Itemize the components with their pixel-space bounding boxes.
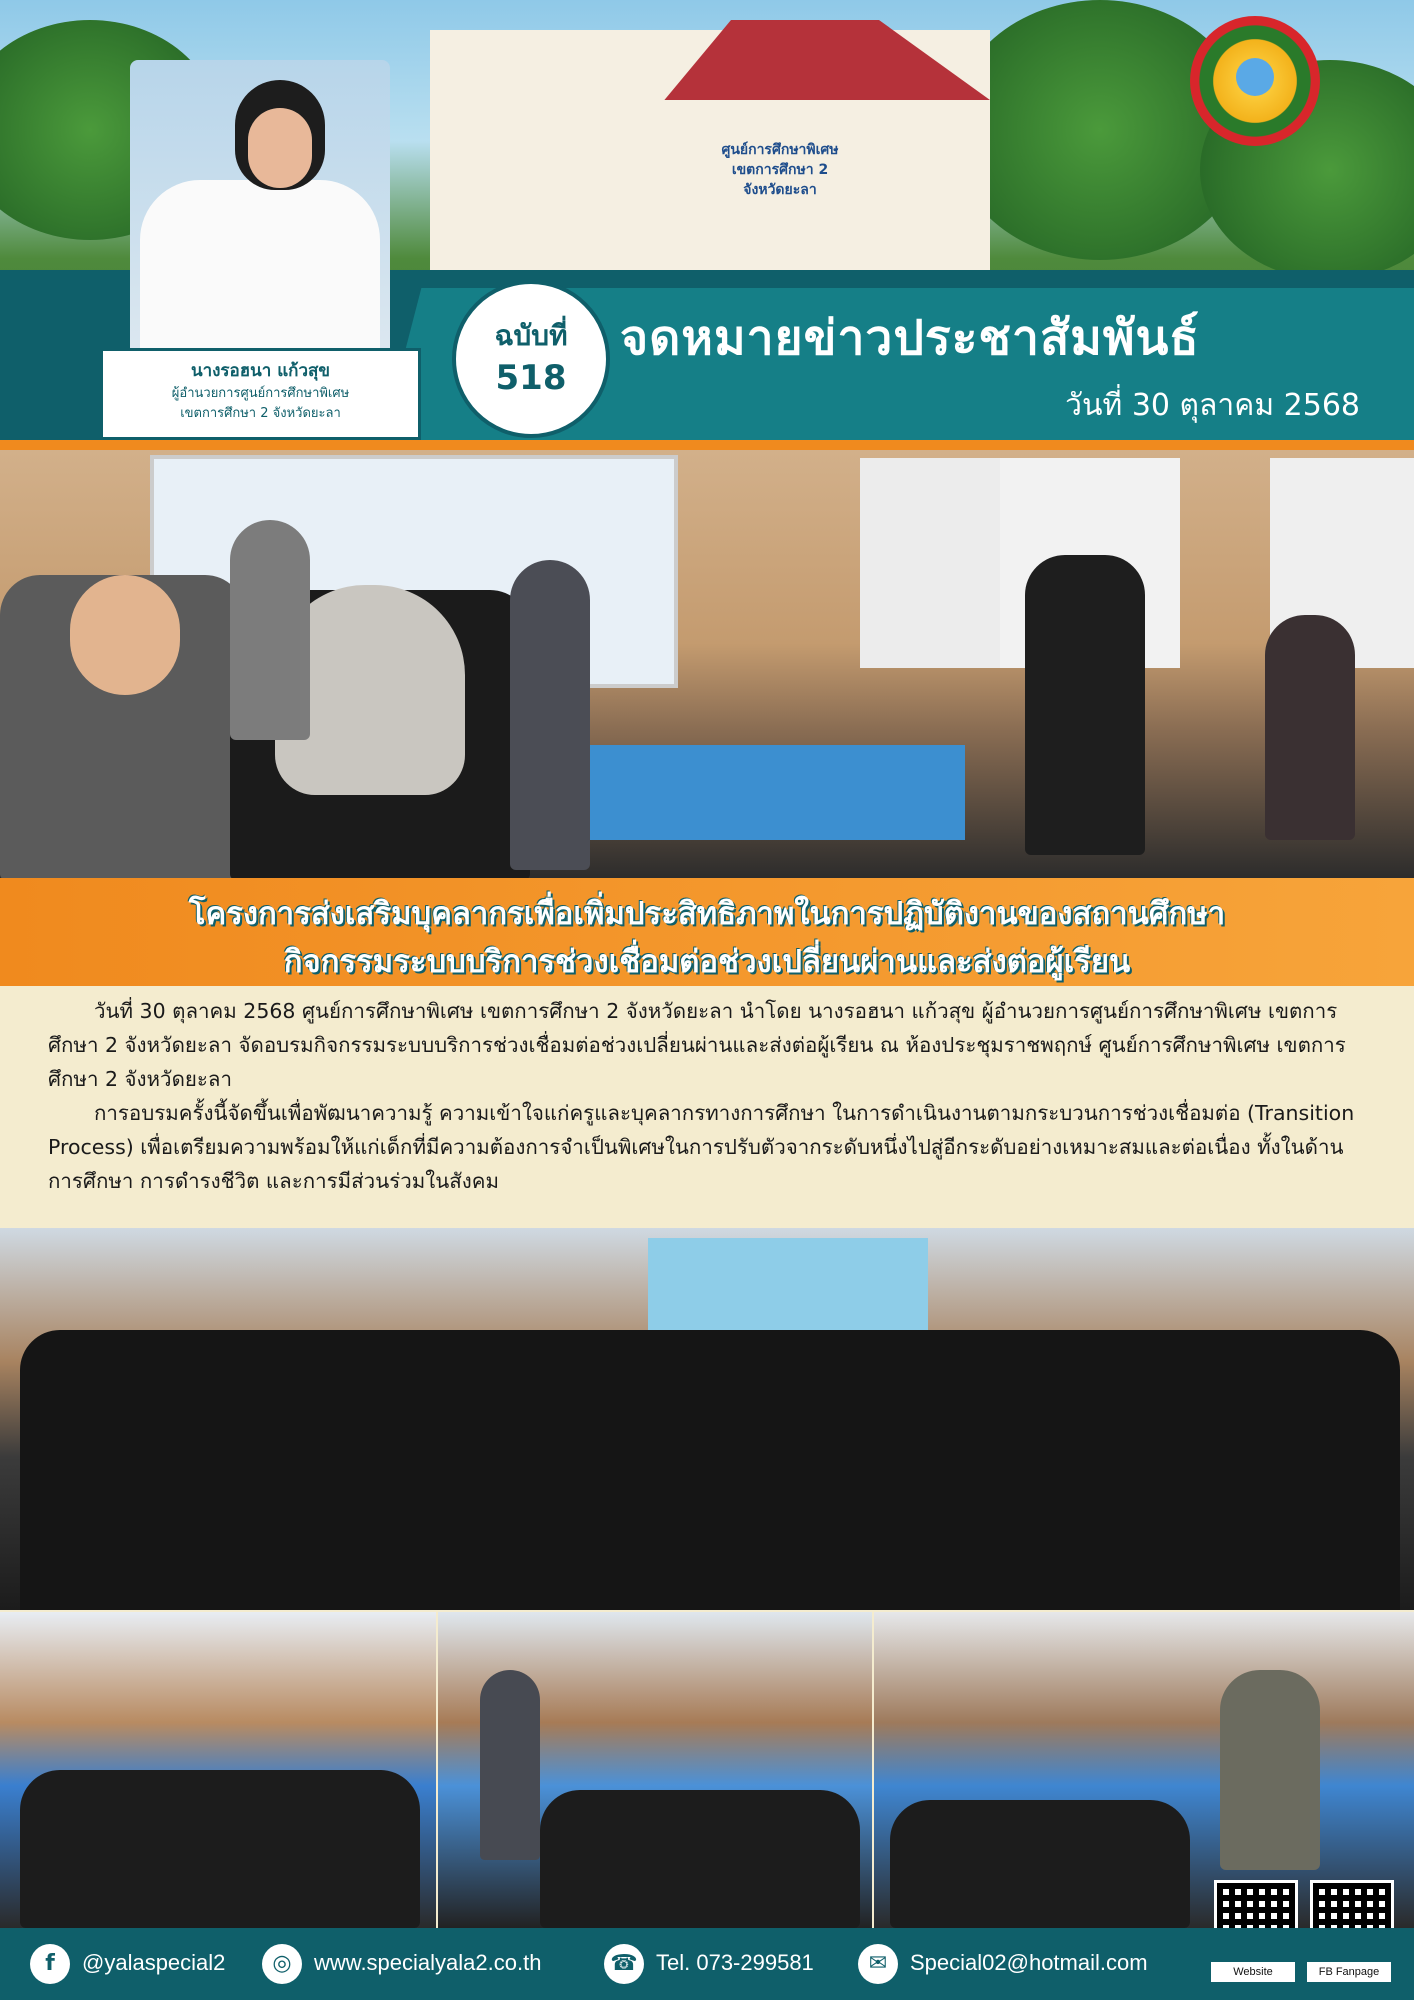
curtain: [860, 458, 1000, 668]
globe-icon[interactable]: ◎: [262, 1944, 302, 1984]
newsletter-date: วันที่ 30 ตุลาคม 2568: [1065, 388, 1360, 423]
speaker-man: [1220, 1670, 1320, 1870]
person-standing-right: [1265, 615, 1355, 840]
director-face: [248, 108, 312, 188]
speaker-man: [1025, 555, 1145, 855]
issue-badge: [452, 280, 610, 438]
issue-label: ฉบับที่: [494, 319, 568, 352]
director-title-line2: เขตการศึกษา 2 จังหวัดยะลา: [180, 406, 341, 421]
person-face: [70, 575, 180, 695]
speaker-woman: [480, 1670, 540, 1860]
building-sign-line3: จังหวัดยะลา: [743, 182, 817, 198]
website-link[interactable]: www.specialyala2.co.th: [314, 1950, 542, 1975]
article-paragraph: การอบรมครั้งนี้จัดขึ้นเพื่อพัฒนาความรู้ ความเข้าใจแก่ครูและบุคลากรทางการศึกษา ในการดำเนินงานตามกระบวนการช่วงเชื่อมต่อ (Transition Process) เพื่อเตรียมความพร้อมให้แก่เด็กที่มีความต้องการจำเป็นพิเศษในการปรับตัวจากระดับหนึ่งไปสู่อีกระดับอย่างเหมาะสมและต่อเนื่อง ทั้งในด้านการศึกษา การดำรงชีวิต และการมีส่วนร่วมในสังคม: [48, 1101, 1355, 1193]
newsletter-title: จดหมายข่าวประชาสัมพันธ์: [620, 310, 1200, 366]
director-name: นางรอฮนา แก้วสุข: [190, 361, 331, 381]
director-name-box: [100, 348, 421, 440]
director-title-line1: ผู้อำนวยการศูนย์การศึกษาพิเศษ: [171, 386, 350, 401]
speaker-woman: [510, 560, 590, 870]
email-link[interactable]: Special02@hotmail.com: [910, 1950, 1148, 1975]
building-sign-line2: เขตการศึกษา 2: [731, 162, 829, 178]
facebook-icon[interactable]: f: [30, 1944, 70, 1984]
headline-line2: กิจกรรมระบบบริการช่วงเชื่อมต่อช่วงเปลี่ยนผ่านและส่งต่อผู้เรียน: [283, 944, 1131, 980]
headline-line1: โครงการส่งเสริมบุคลากรเพื่อเพิ่มประสิทธิภาพในการปฏิบัติงานของสถานศึกษา: [188, 896, 1226, 932]
phone-icon[interactable]: ☎: [604, 1944, 644, 1984]
email-icon[interactable]: ✉: [858, 1944, 898, 1984]
audience: [20, 1770, 420, 1928]
blue-table: [585, 745, 965, 840]
logo-flower-icon: [1236, 58, 1274, 96]
article-paragraph: วันที่ 30 ตุลาคม 2568 ศูนย์การศึกษาพิเศษ เขตการศึกษา 2 จังหวัดยะลา นำโดย นางรอฮนา แก้วสุข ผู้อำนวยการศูนย์การศึกษาพิเศษ เขตการศึกษา 2 จังหวัดยะลา จัดอบรมกิจกรรมระบบบริการช่วงเชื่อมต่อช่วงเปลี่ยนผ่านและส่งต่อผู้เรียน ณ ห้องประชุมราชพฤกษ์ ศูนย์การศึกษาพิเศษ เขตการศึกษา 2 จังหวัดยะลา: [48, 999, 1346, 1091]
qr-fanpage-label: FB Fanpage: [1307, 1962, 1391, 1982]
issue-number: 518: [495, 358, 567, 398]
audience: [540, 1790, 860, 1928]
director-uniform: [140, 180, 380, 360]
facebook-link[interactable]: @yalaspecial2: [82, 1950, 226, 1975]
qr-website-label: Website: [1211, 1962, 1295, 1982]
article-body: [48, 994, 1373, 1198]
phone-number[interactable]: Tel. 073-299581: [656, 1950, 814, 1975]
building-sign: [700, 140, 860, 200]
person-standing: [230, 520, 310, 740]
audience: [890, 1800, 1190, 1928]
group-of-people: [20, 1330, 1400, 1610]
building-sign-line1: ศูนย์การศึกษาพิเศษ: [721, 142, 839, 158]
